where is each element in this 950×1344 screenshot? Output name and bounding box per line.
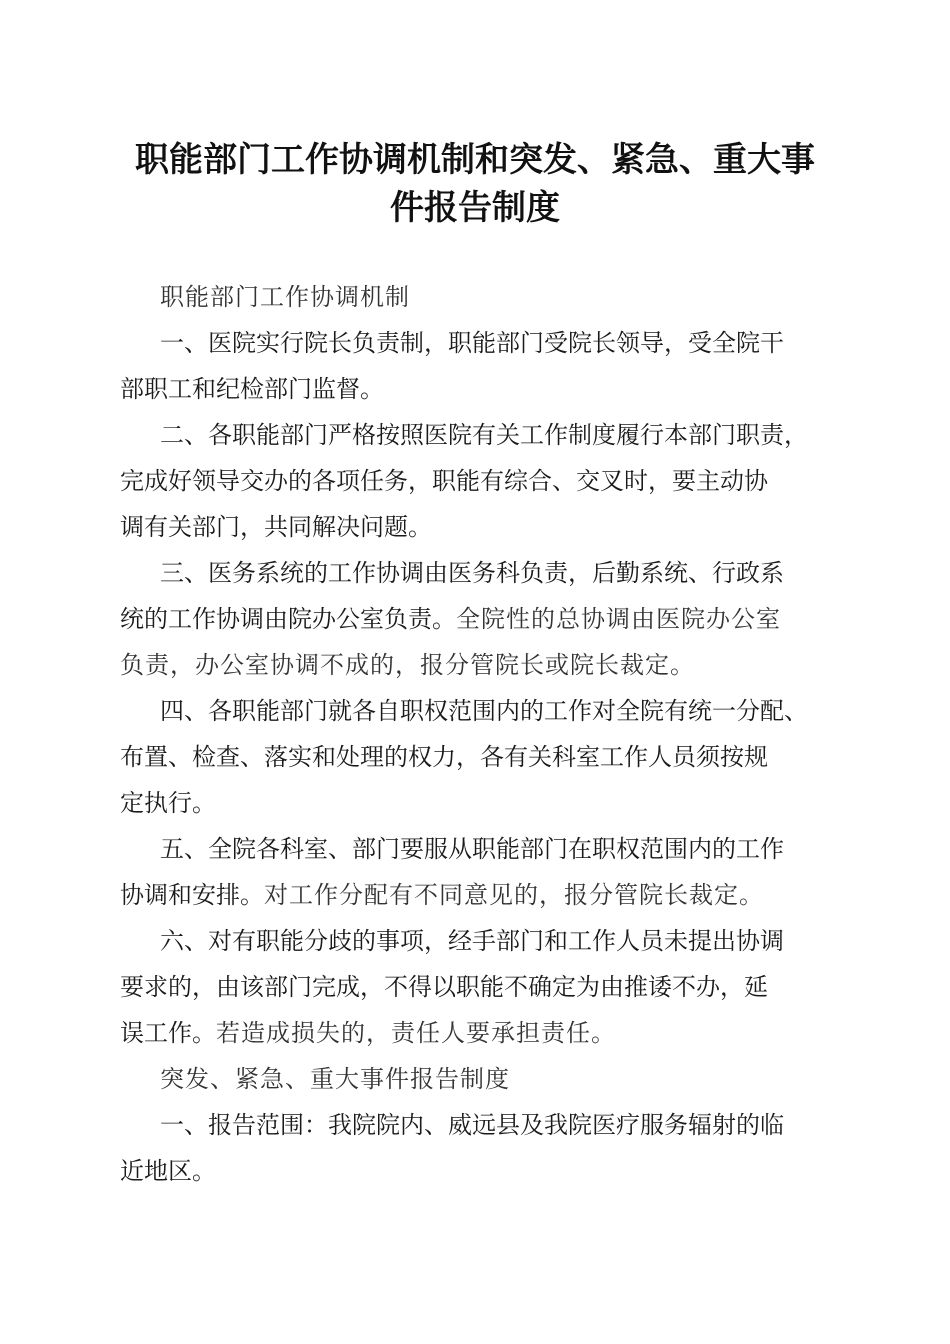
para-4-line-2: 布置、检查、落实和处理的权力，各有关科室工作人员须按规 (120, 743, 768, 771)
para-6-line-2: 要求的，由该部门完成，不得以职能不确定为由推诿不办，延 (120, 973, 768, 1001)
para-4-line-1: 四、各职能部门就各自职权范围内的工作对全院有统一分配、 (160, 697, 808, 725)
para-6-line-3-part-a: 误工作。 (120, 1019, 216, 1047)
section-heading-coordination: 职能部门工作协调机制 (160, 283, 410, 311)
para-7-line-2: 近地区。 (120, 1157, 216, 1185)
para-3-line-3: 负责，办公室协调不成的，报分管院长或院长裁定。 (120, 651, 695, 679)
title-line-2: 件报告制度 (390, 188, 560, 228)
para-3-line-1: 三、医务系统的工作协调由医务科负责，后勤系统、行政系 (160, 559, 784, 587)
para-1-line-2: 部职工和纪检部门监督。 (120, 375, 384, 403)
para-6-line-1: 六、对有职能分歧的事项，经手部门和工作人员未提出协调 (160, 927, 784, 955)
para-2-line-2: 完成好领导交办的各项任务，职能有综合、交叉时，要主动协 (120, 467, 768, 495)
para-7-line-1: 一、报告范围：我院院内、威远县及我院医疗服务辐射的临 (160, 1111, 784, 1139)
para-4-line-3: 定执行。 (120, 789, 216, 817)
para-6-line-3-part-b: 若造成损失的，责任人要承担责任。 (216, 1019, 616, 1047)
para-5-line-2 (120, 872, 840, 918)
para-5-line-2-part-b: 对工作分配有不同意见的，报分管院长裁定。 (264, 881, 764, 909)
para-3-line-2 (120, 596, 840, 642)
para-5-line-2-part-a: 协调和安排。 (120, 881, 264, 909)
para-2-line-3: 调有关部门，共同解决问题。 (120, 513, 432, 541)
para-3-line-2-part-b: 全院性的总协调由医院办公室 (456, 605, 781, 633)
title-line-1: 职能部门工作协调机制和突发、紧急、重大事 (135, 140, 815, 180)
para-2-line-1: 二、各职能部门严格按照医院有关工作制度履行本部门职责， (160, 421, 808, 449)
section-heading-emergency-report: 突发、紧急、重大事件报告制度 (160, 1065, 510, 1093)
para-3-line-2-part-a: 统的工作协调由院办公室负责。 (120, 605, 456, 633)
document-title (100, 136, 850, 232)
para-6-line-3 (120, 1010, 840, 1056)
para-5-line-1: 五、全院各科室、部门要服从职能部门在职权范围内的工作 (160, 835, 784, 863)
para-1-line-1: 一、医院实行院长负责制，职能部门受院长领导，受全院干 (160, 329, 784, 357)
